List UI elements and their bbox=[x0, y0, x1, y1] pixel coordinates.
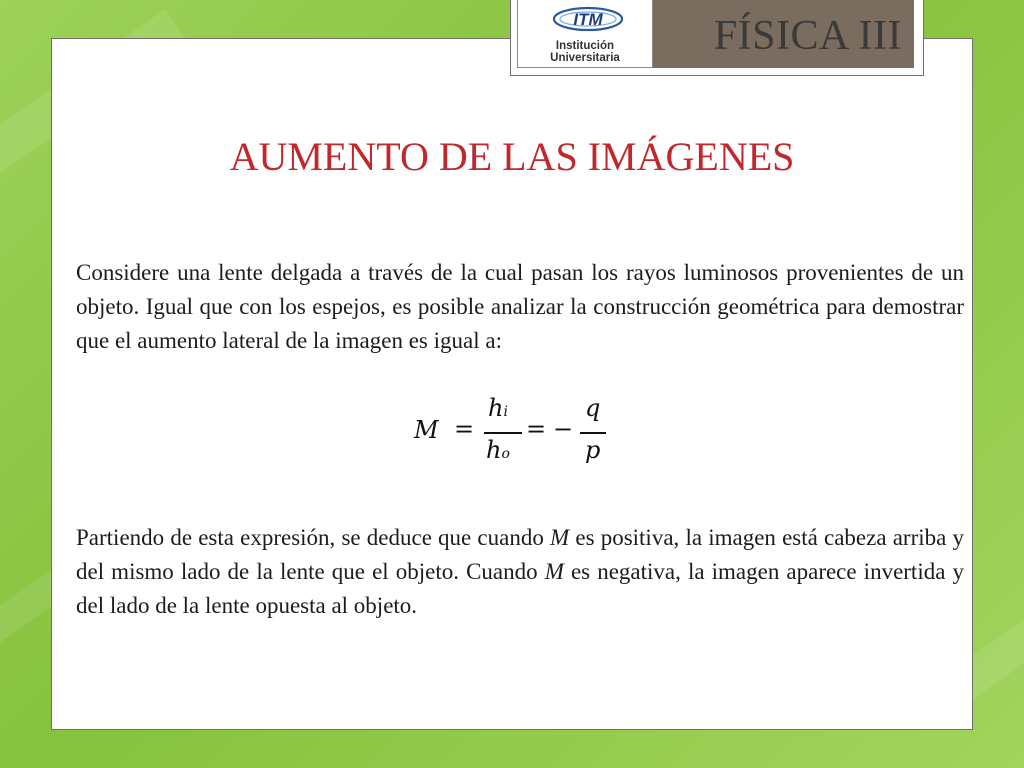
logo-brand: ITM bbox=[573, 10, 603, 29]
formula-numerator-1: hi bbox=[488, 394, 508, 422]
formula-equals-2: = bbox=[526, 415, 547, 443]
itm-logo-icon bbox=[548, 5, 624, 33]
conclusion-paragraph: Partiendo de esta expresión, se deduce que cuando M es positiva, la imagen está cabeza arriba y del mismo lado de la lente que el objeto. Cuando M es negativa, la imagen aparece invertida y del lado de la lente opuesta al objeto. bbox=[76, 525, 965, 618]
formula-lhs: M bbox=[414, 416, 439, 444]
variable-m: M bbox=[544, 559, 564, 584]
course-title: FÍSICA III bbox=[713, 13, 902, 59]
page-title: AUMENTO DE LAS IMÁGENES bbox=[229, 134, 795, 179]
logo-subtitle: Institución Universitaria bbox=[550, 40, 620, 64]
institution-logo bbox=[517, 0, 653, 68]
magnification-formula bbox=[414, 394, 614, 470]
variable-m: M bbox=[550, 525, 570, 550]
formula-numerator-2: q bbox=[585, 394, 601, 422]
fraction-bar-1 bbox=[484, 432, 522, 434]
formula-denominator-1: ho bbox=[486, 436, 510, 464]
formula-equals: = bbox=[454, 415, 475, 443]
formula-minus: − bbox=[553, 415, 574, 443]
fraction-bar-2 bbox=[580, 432, 606, 434]
course-banner bbox=[653, 0, 914, 68]
intro-paragraph: Considere una lente delgada a través de la cual pasan los rayos luminosos provenientes de un objeto. Igual que con los espejos, es posible analizar la construcción geométrica para demostrar que el aumento lateral de la imagen es igual a: bbox=[76, 260, 964, 353]
formula-denominator-2: p bbox=[585, 436, 601, 464]
